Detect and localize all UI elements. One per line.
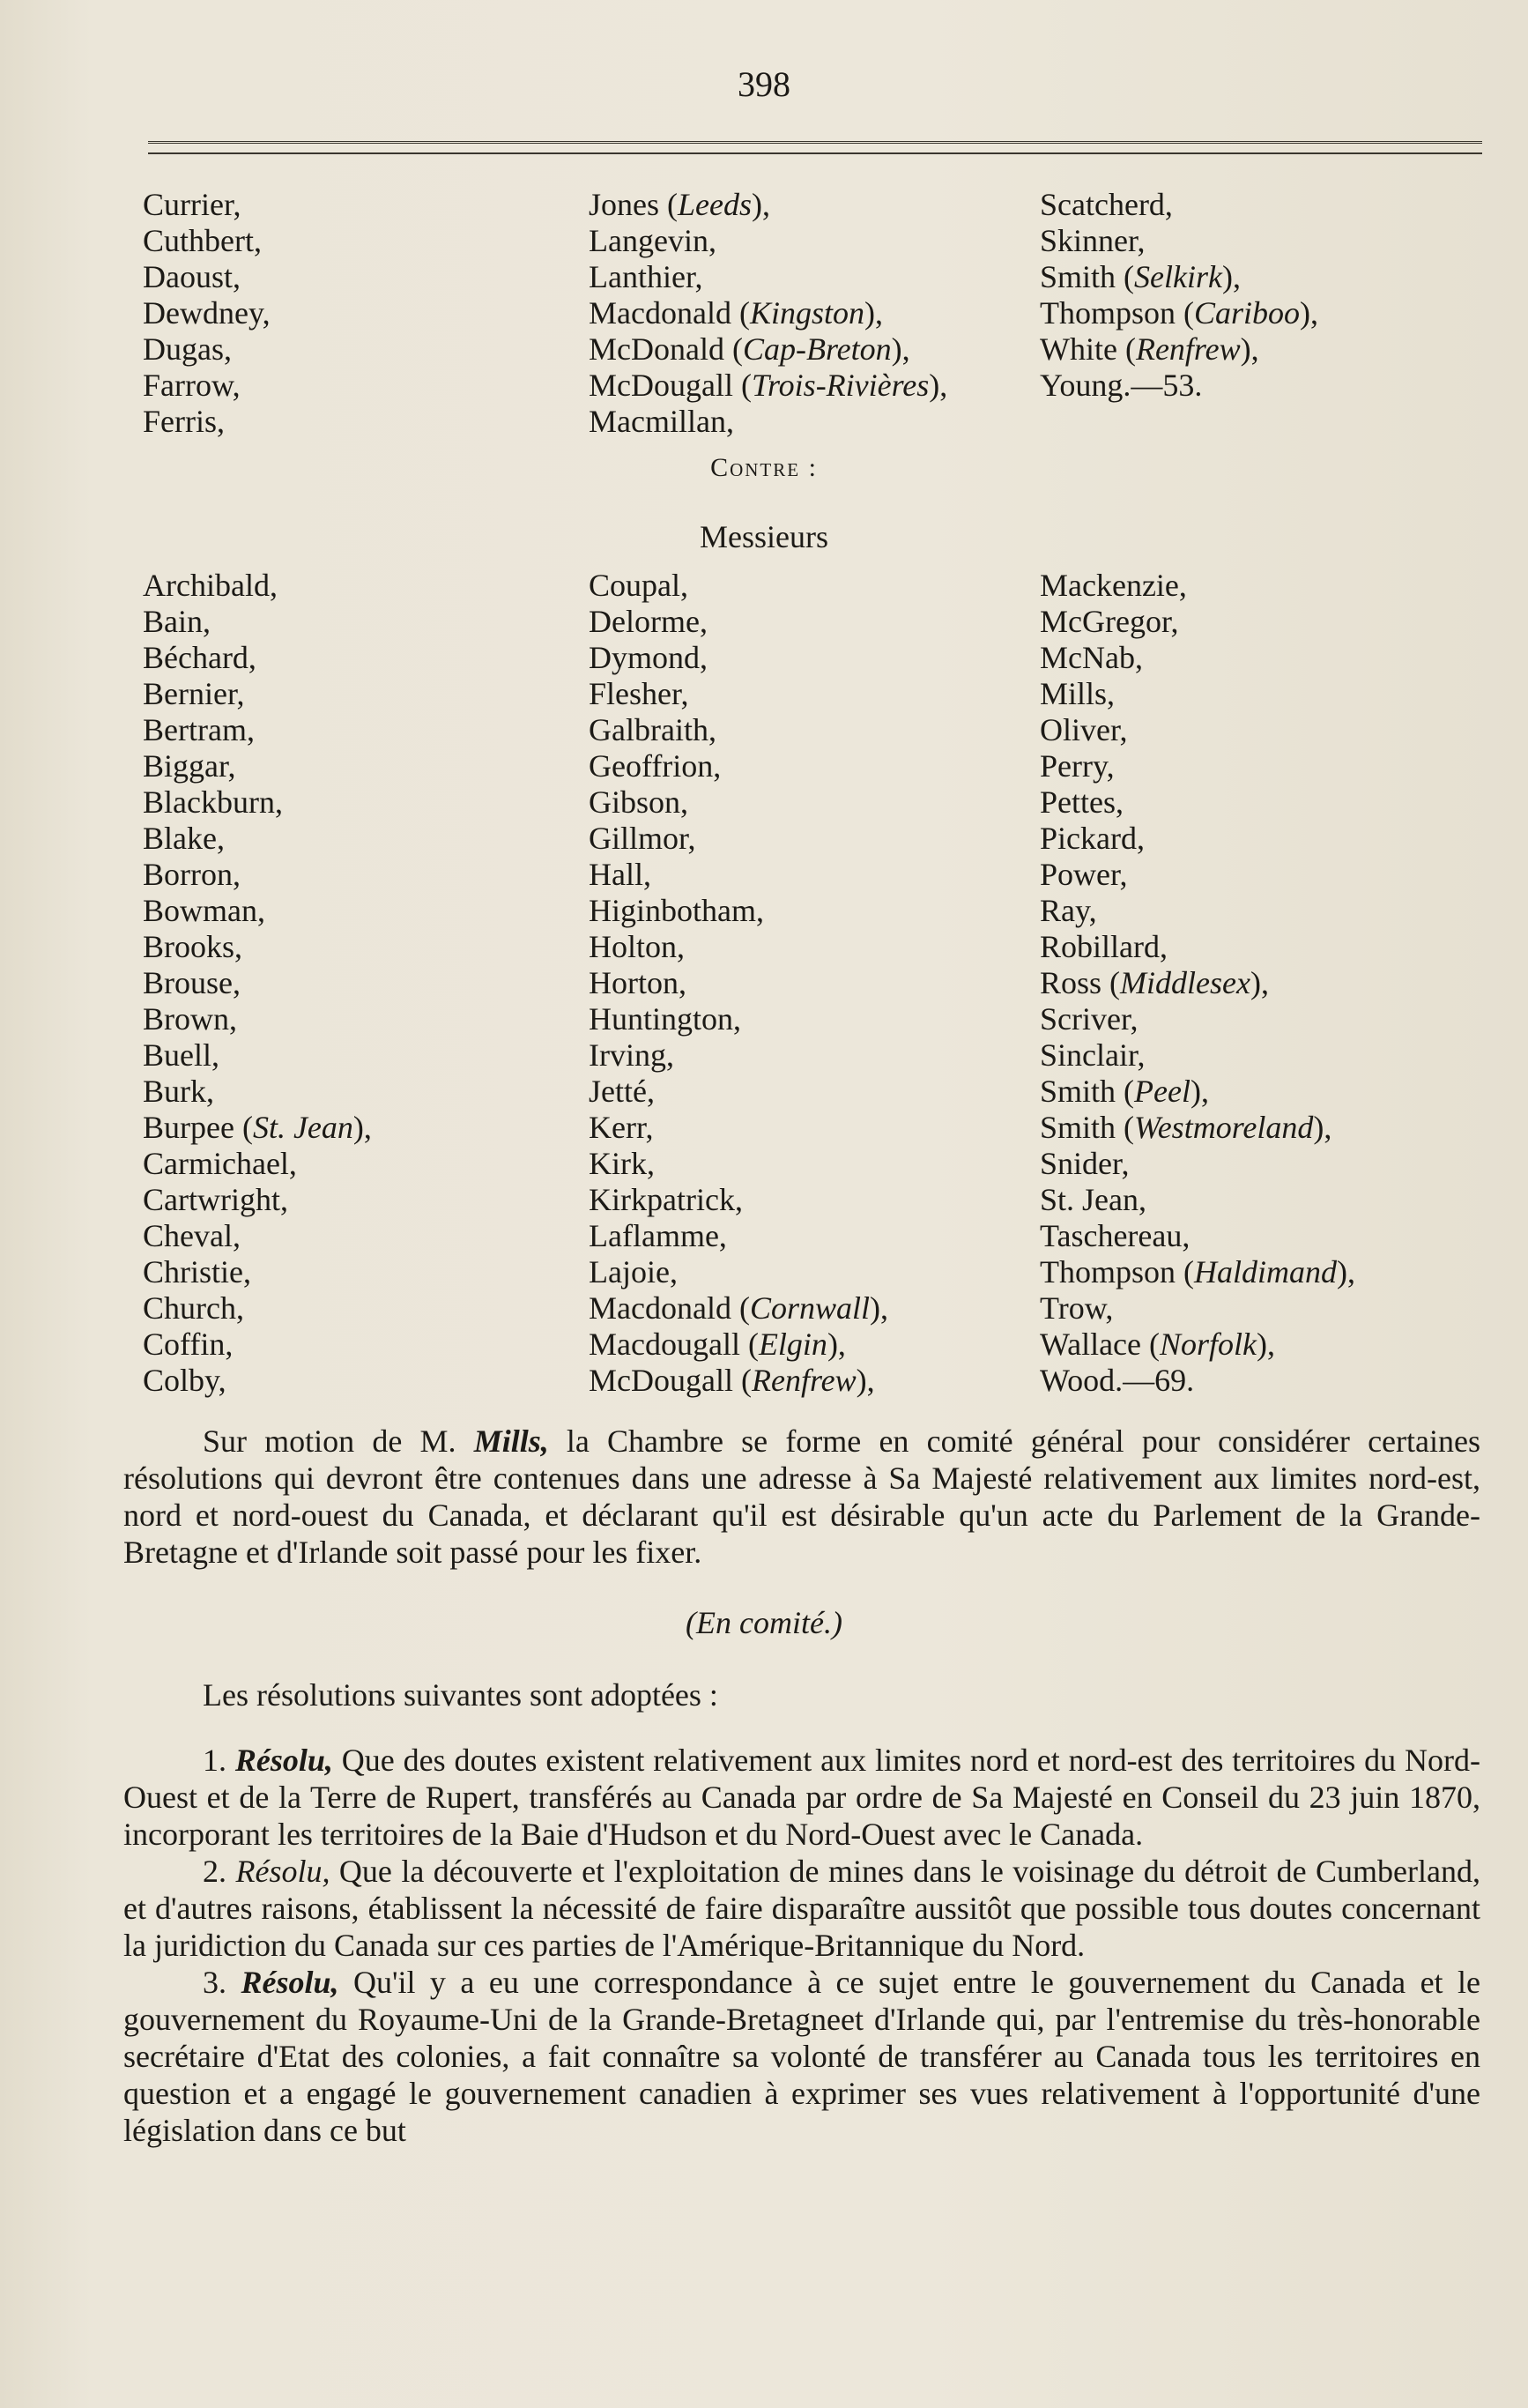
resolution-keyword: Résolu,: [235, 1854, 330, 1889]
member-riding: Cap-Breton: [742, 331, 892, 367]
member-name: [143, 1327, 372, 1363]
member-name: [1040, 259, 1318, 295]
member-name: [589, 568, 888, 604]
member-name: [1040, 1218, 1355, 1254]
member-name: [1040, 1254, 1355, 1290]
member-name: [589, 368, 947, 404]
member-surname: Kerr,: [589, 1110, 654, 1145]
member-surname: Cartwright,: [143, 1182, 288, 1217]
member-surname: McGregor,: [1040, 604, 1179, 639]
member-name: [1040, 1327, 1355, 1363]
contre-column-1: [143, 568, 372, 1399]
member-surname: Archibald,: [143, 568, 278, 603]
member-name: [1040, 295, 1318, 331]
member-surname: Pettes,: [1040, 784, 1124, 820]
resolution-paragraph: [123, 1742, 1480, 1853]
member-name: [143, 1290, 372, 1327]
member-surname: Borron,: [143, 857, 241, 892]
member-name: [1040, 821, 1355, 857]
member-riding: Renfrew: [751, 1363, 857, 1398]
member-name: [589, 857, 888, 893]
member-surname: Robillard,: [1040, 929, 1168, 964]
member-name: [1040, 1110, 1355, 1146]
member-riding: St. Jean: [252, 1110, 353, 1145]
member-name: Dugas,: [143, 331, 232, 367]
member-surname: Macmillan,: [589, 404, 734, 439]
member-surname: Macdonald (: [589, 1290, 750, 1326]
member-surname: Oliver,: [1040, 712, 1128, 747]
resolution-text: Qu'il y a eu une correspondance à ce sujet entre le gouvernement du Canada et le gouvernement du Royaume-Uni de la Grande-Bretagneet d'Irlande qui, par l'entremise du très-honorable secrétaire d'Etat des colonies, a fait connaître sa volonté de transférer au Canada tous les territoires en question et a engagé le gouvernement canadien à exprimer ses vues relativement à l'opportunité d'une législation dans ce but: [123, 1965, 1480, 2148]
member-surname: Pickard,: [1040, 821, 1145, 856]
member-surname: Wallace (: [1040, 1327, 1161, 1362]
member-name: [589, 676, 888, 712]
member-surname: Blake,: [143, 821, 225, 856]
member-riding-close: ),: [1221, 259, 1241, 294]
member-surname: Perry,: [1040, 748, 1115, 784]
en-comite-heading: [0, 1604, 1528, 1641]
motion-paragraph: [123, 1423, 1480, 1571]
member-riding-close: ),: [1313, 1110, 1332, 1145]
member-surname: Young.—53.: [1040, 368, 1203, 403]
member-riding: Middlesex: [1120, 965, 1250, 1000]
member-name: [1040, 568, 1355, 604]
member-surname: Carmichael,: [143, 1146, 297, 1181]
member-name: [1040, 712, 1355, 748]
member-name: [1040, 1074, 1355, 1110]
member-name: [143, 821, 372, 857]
member-name: [589, 893, 888, 929]
member-name: [1040, 857, 1355, 893]
member-riding-close: ),: [827, 1327, 846, 1362]
member-surname: Flesher,: [589, 676, 689, 711]
member-riding: Selkirk: [1134, 259, 1222, 294]
resolution-paragraph: [123, 1853, 1480, 1964]
member-name: [1040, 223, 1318, 259]
member-surname: Gibson,: [589, 784, 689, 820]
member-name: [589, 1146, 888, 1182]
resolution-text: Que des doutes existent relativement aux limites nord et nord-est des territoires du Nord-Ouest et de la Terre de Rupert, transférés au Canada par ordre de Sa Majesté en Conseil du 23 juin 1870, incorporant les territoires de la Baie d'Hudson et du Nord-Ouest avec le Canada.: [123, 1743, 1481, 1852]
member-name: [589, 1182, 888, 1218]
member-name: [589, 187, 947, 223]
member-riding: Kingston: [749, 295, 864, 331]
resolution-paragraph: [123, 1964, 1480, 2149]
member-surname: Kirkpatrick,: [589, 1182, 743, 1217]
member-name: [1040, 1290, 1355, 1327]
member-surname: McDonald (: [589, 331, 743, 367]
member-riding-close: ),: [1190, 1074, 1209, 1109]
member-surname: McNab,: [1040, 640, 1143, 675]
member-name: [143, 1001, 372, 1037]
member-surname: Taschereau,: [1040, 1218, 1191, 1253]
member-riding: Elgin: [758, 1327, 827, 1362]
motion-pre: Sur motion de M.: [203, 1423, 474, 1459]
member-name: Daoust,: [143, 259, 241, 294]
member-name: [143, 1182, 372, 1218]
member-name: [1040, 748, 1355, 784]
member-name: [143, 784, 372, 821]
member-surname: Thompson (: [1040, 295, 1194, 331]
pour-column-1: [143, 187, 271, 440]
member-name: [143, 857, 372, 893]
member-name: [1040, 1037, 1355, 1074]
resolution-number: 1.: [203, 1743, 235, 1778]
member-surname: Hall,: [589, 857, 651, 892]
member-name: [589, 821, 888, 857]
member-surname: Jetté,: [589, 1074, 655, 1109]
member-riding-close: ),: [352, 1110, 372, 1145]
member-surname: Scriver,: [1040, 1001, 1139, 1037]
member-name: [1040, 929, 1355, 965]
messieurs-heading: Messieurs: [700, 519, 828, 554]
member-surname: Blackburn,: [143, 784, 283, 820]
member-name: [589, 223, 947, 259]
member-name: [589, 712, 888, 748]
member-name: [143, 1074, 372, 1110]
pour-column-3: [1040, 187, 1318, 404]
contre-column-2: [589, 568, 888, 1399]
member-surname: McDougall (: [589, 368, 752, 403]
member-riding-close: ),: [929, 368, 948, 403]
member-name: Ferris,: [143, 404, 225, 439]
member-surname: McDougall (: [589, 1363, 752, 1398]
member-riding-close: ),: [1240, 331, 1259, 367]
member-name: [143, 1037, 372, 1074]
member-name: [589, 1363, 888, 1399]
member-riding-close: ),: [869, 1290, 888, 1326]
pour-column-2: [589, 187, 947, 440]
member-name: [589, 331, 947, 368]
header-rule: [148, 141, 1482, 154]
page-number: 398: [738, 64, 790, 104]
member-surname: Trow,: [1040, 1290, 1114, 1326]
member-surname: Smith (: [1040, 259, 1135, 294]
member-riding-close: ),: [1300, 295, 1319, 331]
member-name: [589, 1110, 888, 1146]
member-riding-close: ),: [891, 331, 910, 367]
member-surname: Burk,: [143, 1074, 214, 1109]
member-name: Dewdney,: [143, 295, 271, 331]
member-surname: Brooks,: [143, 929, 243, 964]
member-name: [143, 893, 372, 929]
member-riding-close: ),: [1250, 965, 1269, 1000]
member-name: [1040, 965, 1355, 1001]
member-surname: Ray,: [1040, 893, 1097, 928]
member-name: Farrow,: [143, 368, 241, 403]
member-name: [589, 965, 888, 1001]
member-name: [143, 712, 372, 748]
member-name: [1040, 187, 1318, 223]
member-riding: Cariboo: [1194, 295, 1301, 331]
member-name: [1040, 893, 1355, 929]
member-surname: Church,: [143, 1290, 244, 1326]
member-name: [1040, 1001, 1355, 1037]
member-surname: Thompson (: [1040, 1254, 1194, 1289]
member-surname: Langevin,: [589, 223, 716, 258]
member-surname: Horton,: [589, 965, 686, 1000]
member-surname: Cheval,: [143, 1218, 241, 1253]
member-surname: Skinner,: [1040, 223, 1146, 258]
member-name: [1040, 1363, 1355, 1399]
member-name: [589, 259, 947, 295]
member-surname: Bertram,: [143, 712, 255, 747]
member-surname: Irving,: [589, 1037, 674, 1073]
member-surname: Dymond,: [589, 640, 708, 675]
member-riding-close: ),: [856, 1363, 875, 1398]
member-name: [143, 965, 372, 1001]
member-name: [143, 748, 372, 784]
contre-column-3: [1040, 568, 1355, 1399]
member-surname: Brown,: [143, 1001, 237, 1037]
member-name: [143, 929, 372, 965]
member-name: [1040, 368, 1318, 404]
member-name: [589, 748, 888, 784]
en-comite-text: (En comité.): [686, 1605, 842, 1640]
member-surname: Ross (: [1040, 965, 1121, 1000]
member-surname: Biggar,: [143, 748, 236, 784]
member-surname: Macdougall (: [589, 1327, 759, 1362]
member-surname: Snider,: [1040, 1146, 1130, 1181]
member-surname: Brouse,: [143, 965, 241, 1000]
member-surname: Wood.—69.: [1040, 1363, 1195, 1398]
member-riding-close: ),: [752, 187, 770, 222]
adoptees-text: Les résolutions suivantes sont adoptées :: [203, 1677, 718, 1713]
member-surname: Higinbotham,: [589, 893, 764, 928]
member-name: [589, 404, 947, 440]
member-name: [143, 1146, 372, 1182]
member-surname: Christie,: [143, 1254, 251, 1289]
member-surname: Smith (: [1040, 1074, 1135, 1109]
member-name: [589, 1327, 888, 1363]
member-surname: Colby,: [143, 1363, 226, 1398]
member-riding: Peel: [1134, 1074, 1191, 1109]
member-name: [143, 676, 372, 712]
member-name: [143, 1110, 372, 1146]
member-riding: Norfolk: [1160, 1327, 1257, 1362]
member-name: [1040, 1146, 1355, 1182]
member-surname: Laflamme,: [589, 1218, 727, 1253]
motion-post: la Chambre se forme en comité général pour considérer certaines résolutions qui devront être contenues dans une adresse à Sa Majesté relativement aux limites nord-est, nord et nord-ouest du Canada, et déclarant qu'il est désirable qu'un acte du Parlement de la Grande-Bretagne et d'Irlande soit passé pour les fixer.: [123, 1423, 1480, 1570]
member-surname: Kirk,: [589, 1146, 655, 1181]
member-surname: Gillmor,: [589, 821, 696, 856]
member-surname: Bain,: [143, 604, 211, 639]
member-name: [589, 784, 888, 821]
member-surname: Smith (: [1040, 1110, 1135, 1145]
member-name: [589, 640, 888, 676]
member-name: [1040, 640, 1355, 676]
member-name: [589, 1218, 888, 1254]
member-surname: Mackenzie,: [1040, 568, 1187, 603]
member-riding: Renfrew: [1135, 331, 1241, 367]
member-riding: Trois-Rivières: [751, 368, 930, 403]
resolutions-list: [123, 1742, 1480, 2149]
member-riding: Westmoreland: [1134, 1110, 1314, 1145]
member-name: [1040, 1182, 1355, 1218]
member-surname: Lajoie,: [589, 1254, 678, 1289]
resolution-text: Que la découverte et l'exploitation de mines dans le voisinage du détroit de Cumberland, et d'autres raisons, établissent la nécessité de faire disparaître aussitôt que possible tous doutes concernant la juridiction du Canada sur ces parties de l'Amérique-Britannique du Nord.: [123, 1854, 1481, 1963]
member-surname: White (: [1040, 331, 1136, 367]
motion-mover: Mills,: [473, 1423, 549, 1459]
member-name: [589, 1074, 888, 1110]
member-riding-close: ),: [1337, 1254, 1355, 1289]
member-surname: Coupal,: [589, 568, 688, 603]
member-name: [589, 295, 947, 331]
contre-heading: Contre :: [710, 453, 818, 482]
member-name: [1040, 604, 1355, 640]
member-name: [143, 640, 372, 676]
member-surname: Scatcherd,: [1040, 187, 1173, 222]
member-name: [143, 568, 372, 604]
member-name: [1040, 331, 1318, 368]
resolution-number: 2.: [203, 1854, 236, 1889]
member-surname: Macdonald (: [589, 295, 750, 331]
member-name: [1040, 676, 1355, 712]
member-name: [143, 1363, 372, 1399]
member-surname: St. Jean,: [1040, 1182, 1146, 1217]
member-riding-close: ),: [864, 295, 883, 331]
member-name: [589, 1254, 888, 1290]
member-surname: Buell,: [143, 1037, 219, 1073]
member-riding-close: ),: [1257, 1327, 1276, 1362]
member-surname: Jones (: [589, 187, 678, 222]
member-name: [589, 929, 888, 965]
member-name: Currier,: [143, 187, 241, 222]
resolution-number: 3.: [203, 1965, 241, 2000]
member-surname: Delorme,: [589, 604, 708, 639]
member-surname: Sinclair,: [1040, 1037, 1146, 1073]
member-name: [1040, 784, 1355, 821]
member-surname: Bernier,: [143, 676, 245, 711]
member-name: [589, 1290, 888, 1327]
member-name: [143, 604, 372, 640]
member-riding: Haldimand: [1194, 1254, 1337, 1289]
member-surname: Huntington,: [589, 1001, 742, 1037]
member-surname: Burpee (: [143, 1110, 253, 1145]
member-surname: Lanthier,: [589, 259, 703, 294]
member-name: [589, 604, 888, 640]
member-surname: Mills,: [1040, 676, 1116, 711]
member-surname: Coffin,: [143, 1327, 234, 1362]
adoptees-line: [123, 1676, 1480, 1713]
member-surname: Bowman,: [143, 893, 265, 928]
resolution-keyword: Résolu,: [234, 1743, 333, 1778]
member-riding: Cornwall: [749, 1290, 870, 1326]
member-surname: Béchard,: [143, 640, 256, 675]
member-surname: Holton,: [589, 929, 686, 964]
member-name: [143, 1218, 372, 1254]
member-name: [589, 1037, 888, 1074]
member-name: Cuthbert,: [143, 223, 262, 258]
member-riding: Leeds: [678, 187, 752, 222]
member-name: [143, 1254, 372, 1290]
member-surname: Galbraith,: [589, 712, 716, 747]
member-name: [589, 1001, 888, 1037]
resolution-keyword: Résolu,: [241, 1965, 339, 2000]
member-surname: Power,: [1040, 857, 1128, 892]
member-surname: Geoffrion,: [589, 748, 722, 784]
